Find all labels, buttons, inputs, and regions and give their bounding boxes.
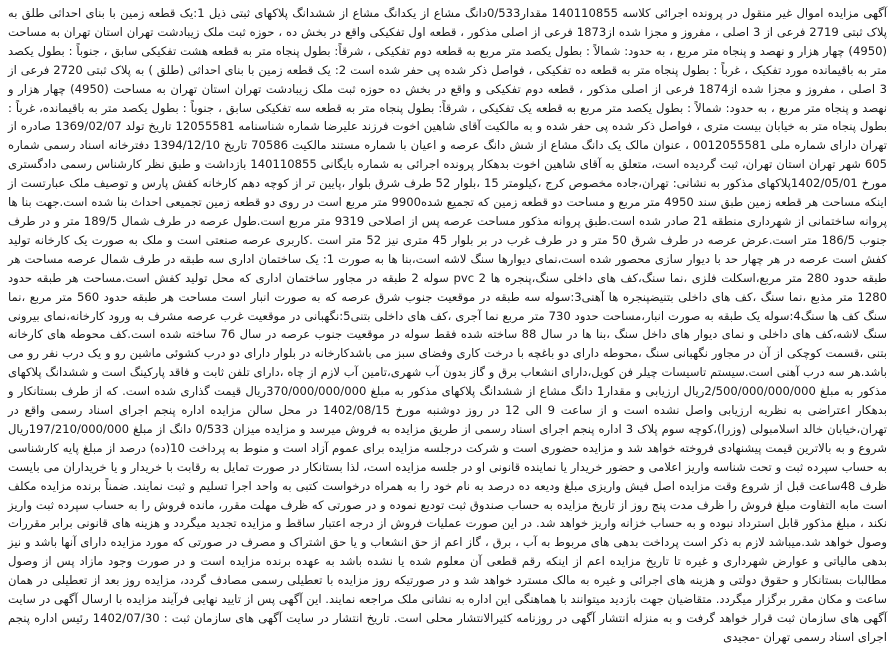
auction-notice-text: آگهی مزایده اموال غیر منقول در پرونده اجرائی کلاسه 140110855 مقدار0/533دانگ مشاع از یکدانگ مشاع از ششدانگ پلاکهای ثبتی ذیل 1:یک قطعه زمین با بنای احداثی طلق به پلاک ثبتی 2719 فرعی از 3 اصلی ، مفروز و مجزا شده از1873 فرعی از اصلی مذکور ، قطعه اول تفکیکی واقع در بخش ده ، حوزه ثبت ملک زیبادشت تهران استان تهران به مساحت (4950) چهار هزار و نهصد و پنجاه متر مربع ، به حدود: شمالاً : بطول یکصد متر مربع به قطعه دوم تفکیکی ، شرقاً: بطول پنجاه متر به قطعه هشت تفکیکی سابق ، جنوباً : بطول یکصد متر به باقیمانده مورد تفکیک ، غرباً : بطول پنجاه متر به قطعه ده تفکیکی ، فواصل ذکر شده پی حفر شده است 2: یک قطعه زمین با بنای احداثی (طلق ) به پلاک ثبتی 2720 فرعی از 3 اصلی ، مفروز و مجزا شده از1874 فرعی از اصلی مذکور ، قطعه دوم تفکیکی و واقع در بخش ده حوزه ثبت ملک زیبادشت تهران استان تهران به مساحت (4950) چهار هزار و نهصد و پنجاه متر مربع ، به حدود: شمالاً : بطول یکصد متر مربع به قطعه یک تفکیکی ، شرقاً: بطول پنجاه متر به قطعه سه تفکیکی سابق ، جنوباً : بطول یکصد متر به باقیمانده، غرباً : بطول پنجاه متر به خیابان بیست متری ، فواصل ذکر شده پی حفر شده و به مالکیت آقای شاهین اخوت فرزند علیرضا شماره شناسنامه 12055581 تاریخ تولد 1369/02/07 صادره از تهران دارای شماره ملی 0012055581 ، عنوان مالک یک دانگ مشاع از شش دانگ عرصه و اعیان با شماره مستند مالکیت 70586 تاریخ 1394/12/10 دفترخانه اسناد رسمی شماره 605 شهر تهران استان تهران، ثبت گردیده است، متعلق به آقای شاهین اخوت بدهکار پرونده اجرائی به شماره بایگانی 140110855 بازداشت و طبق نظر کارشناس رسمی دادگستری مورخ 1402/05/01پلاکهای مذکور به نشانی: تهران،جاده مخصوص کرج ،کیلومتر 15 ،بلوار 52 طرف شرق بلوار ،پایین تر از کوچه دهم کارخانه کفش پارس و توصیف ملک عبارتست از اینکه مساحت هر قطعه زمین طبق سند 4950 متر مربع و مساحت دو قطعه زمین که تجمیع شده9900 متر مربع است در روی دو قطعه زمین تجمیعی احداث بنا شده است.جهت بنا ها پروانه ساختمانی از شهرداری منطقه 21 صادر شده است.طبق پروانه مذکور مساحت عرصه پس از اصلاحی 9319 متر مربع است.طول عرصه در طرف شمال 189/5 متر و در طرف جنوب 186/5 متر است.عرض عرصه در طرف شرق 50 متر و در طرف غرب در بر بلوار 45 متری نیز 52 متر است .کاربری عرصه صنعتی است و ملک به صورت یک کارخانه تولید کفش است عرصه در هر چهار حد با دیوار سازی محصور شده است،نمای دیوارها سنگ لاشه است،بنا ها به صورت 1: یک ساختمان اداری سه طبقه در طرف شمال عرصه مساحت هر طبقه حدود 280 متر مربع،اسکلت فلزی ،نما سنگ،کف های داخلی سنگ،پنجره ها pvc 2 سوله 2 طبقه در مجاور ساختمان اداری که محل تولید کفش است.مساحت هر طبقه حدود 1280 متر مذبع ،نما سنگ ،کف های داخلی بتنیضپنجره ها آهنی3:سوله سه طبقه در موقعیت جنوب شرق عرصه که به صورت انبار است مساحت هر طبقه حدود 560 متر مربع ،نما سنگ کف ها سنگ4:سوله یک طبقه به صورت انبار،مساحت حدود 730 متر مربع نما آجری ،کف های داخلی بتنی5:نگهبانی در موقعیت غرب عرصه مشرف به ورود کارخانه،نمای بیرونی سنگ لاشه،کف های داخلی و نمای دیوار های داخل سنگ ،بنا ها در سال 88 ساخته شده فقط سوله در موقعیت جنوب عرصه در سال 76 ساخته شده است.کف محوطه های کارخانه بتنی ،قسمت کوچکی از آن در مجاور نگهبانی سنگ ،محوطه دارای دو باغچه با درخت کاری وفضای سبز می باشدکارخانه در بلوار دارای دو درب کشوئی ماشین رو و یک درب نفر رو می باشد.هر سه درب آهنی است.سیستم تاسیسات چیلر فن کویل،دارای انشعاب برق و گاز بدون آب شهری،تامین آب لازم از چاه ،دارای تلفن ثابت و فاقد پارکینگ است و ششدانگ پلاکهای مذکور به مبلغ 2/500/000/000/000ریال ارزیابی و مقدار1 دانگ مشاع از ششدانگ پلاکهای مذکور به مبلغ 370/000/000/000ریال قیمت گذاری شده است. که از طرف بستانکار و بدهکار اعتراضی به نظریه ارزیابی واصل نشده است و از ساعت 9 الی 12 در روز دوشنبه مورخ 1402/08/15 در محل سالن مزایده اداره پنجم اجرای اسناد رسمی واقع در تهران،خیابان خالد اسلامبولی (وزرا)،کوچه سوم پلاک 3 اداره پنجم اجرای اسناد رسمی از طریق مزایده به فروش میرسد و مزایده میزان 0/533 دانگ از مبلغ 197/210/000/000ریال شروع و به بالاترین قیمت پیشنهادی فروخته خواهد شد و مزایده حضوری است و شرکت درجلسه مزایده برای عموم آزاد است و منوط به پرداخت 10(ده) درصد از مبلغ پایه کارشناسی به حساب سپرده ثبت و تحت شناسه واریز اعلامی و حضور خریدار یا نماینده قانونی او در جلسه مزایده است، لذا بستانکار در صورت تمایل به رقابت با خریدار و یا خریداران می بایست ظرف 48ساعت قبل از شروع وقت مزایده اصل فیش واریزی مبلغ ودیعه ده درصد به نام خود را به همراه درخواست کتبی به واحد اجرا تسلیم و ثبت نمایند. ضمناً برنده مزایده مکلف است مابه التفاوت مبلغ فروش را ظرف مدت پنج روز از تاریخ مزایده به حساب صندوق ثبت تودیع نموده و در صورتی که ظرف مهلت مقرر، مانده فروش را به حساب سپرده ثبت واریز نکند ، مبلغ مذکور قابل استرداد نبوده و به حساب خزانه واریز خواهد شد. در این صورت عملیات فروش از درجه اعتبار ساقط و مزایده تجدید میگردد و هزینه های قانونی برابر مقررات وصول خواهد شد.میباشد لازم به ذکر است پرداخت بدهی های مربوط به آب ، برق ، گاز اعم از حق انشعاب و یا حق اشتراک و مصرف در صورتی که مورد مزایده دارای آنها باشد و نیز بدهی مالیاتی و عوارض شهرداری و غیره تا تاریخ مزایده اعم از اینکه رقم قطعی آن معلوم شده یا نشده باشد به عهده برنده مزایده است و در صورت وجود مازاد پس از وصول مطالبات بستانکار و حقوق دولتی و هزینه های اجرائی و غیره به مالک مسترد خواهد شد و در صورتیکه روز مزایده با تعطیلی رسمی مصادف گردد، مزایده روز بعد از تعطیلی در همان ساعت و مکان مقرر برگزار میگردد. متقاضیان جهت بازدید میتوانند با هماهنگی این اداره به نشانی ملک مراجعه نمایند. این آگهی پس از تایید نهایی فرآیند مزایده با ارسال آگهی در سایت آگهی های سازمان ثبت قرار خواهد گرفت و به منزله انتشار آگهی در روزنامه کثیرالانتشار محلی است. تاریخ انتشار در سایت آگهی های سازمان ثبت : 1402/07/30 رئیس اداره پنجم اجرای اسناد رسمی تهران -مجیدی (8, 6, 888, 644)
